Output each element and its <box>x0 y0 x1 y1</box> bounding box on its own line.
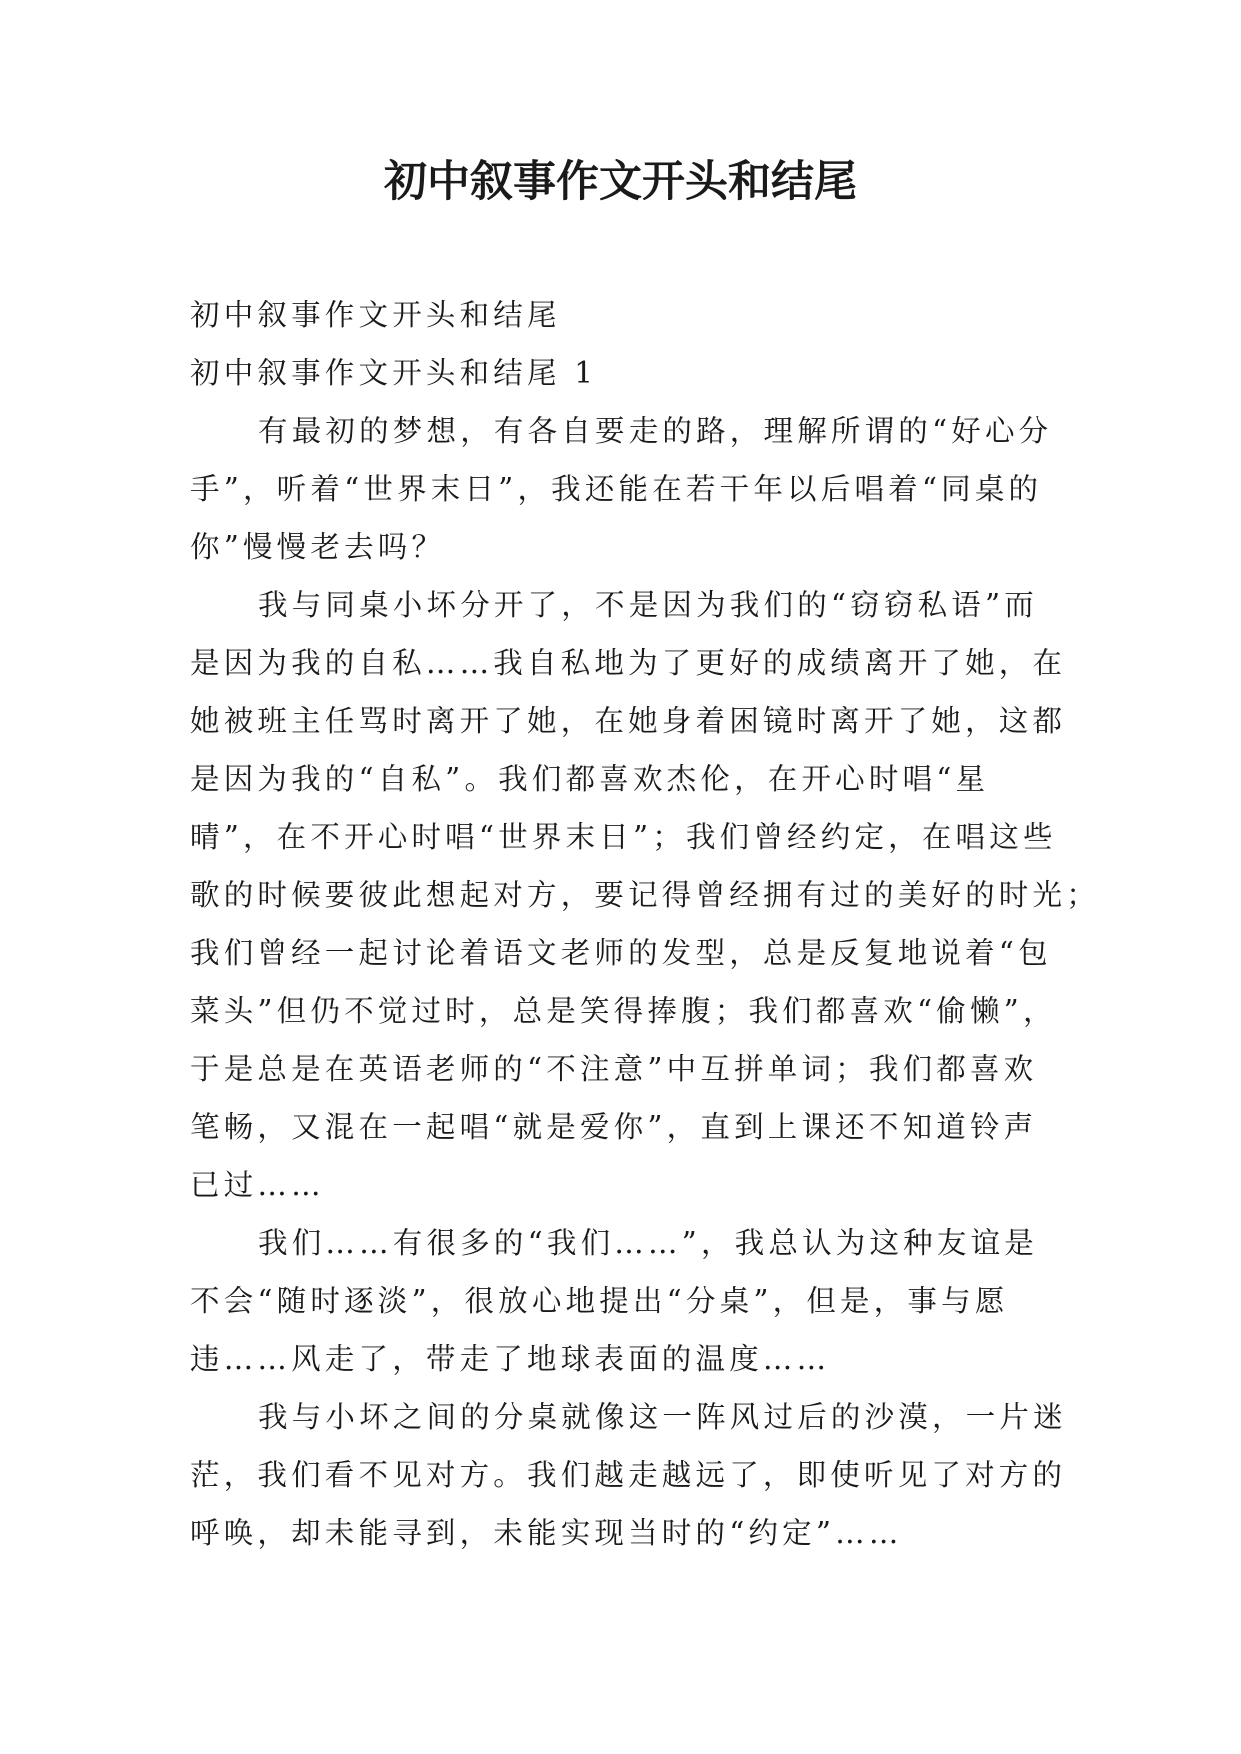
paragraph-line: 不会“随时逐淡”，很放心地提出“分桌”，但是，事与愿 <box>190 1284 1009 1318</box>
document-title: 初中叙事作文开头和结尾 <box>384 157 857 207</box>
paragraph-line: 茫，我们看不见对方。我们越走越远了，即使听见了对方的 <box>190 1458 1067 1492</box>
paragraph-line: 晴”，在不开心时唱“世界末日”；我们曾经约定，在唱这些 <box>190 820 1057 854</box>
paragraph-line: 我与小坏之间的分桌就像这一阵风过后的沙漠，一片迷 <box>258 1400 1067 1434</box>
paragraph <box>190 1214 1065 1388</box>
paragraph-line: 菜头”但仍不觉过时，总是笑得捧腹；我们都喜欢“偷懒”， <box>190 994 1057 1028</box>
subtitle: 初中叙事作文开头和结尾 <box>190 298 561 332</box>
paragraph-line: 有最初的梦想，有各自要走的路，理解所谓的“好心分 <box>258 414 1053 448</box>
paragraph-line: 于是总是在英语老师的“不注意”中互拼单词；我们都喜欢 <box>190 1052 1038 1086</box>
paragraph-line: 歌的时候要彼此想起对方，要记得曾经拥有过的美好的时光； <box>190 878 1100 912</box>
document-body <box>190 286 1100 1562</box>
paragraph <box>190 1388 1065 1562</box>
paragraph-line: 是因为我的自私……我自私地为了更好的成绩离开了她，在 <box>190 646 1067 680</box>
paragraph-line: 已过…… <box>190 1168 325 1202</box>
paragraph-line: 呼唤，却未能寻到，未能实现当时的“约定”…… <box>190 1516 903 1550</box>
paragraph-line: 是因为我的“自私”。我们都喜欢杰伦，在开心时唱“星 <box>190 762 990 796</box>
paragraph-line: 笔畅，又混在一起唱“就是爱你”，直到上课还不知道铃声 <box>190 1110 1038 1144</box>
paragraph-line: 你”慢慢老去吗？ <box>190 530 446 564</box>
paragraph-line: 我与同桌小坏分开了，不是因为我们的“窃窃私语”而 <box>258 588 1038 622</box>
paragraph-line: 我们曾经一起讨论着语文老师的发型，总是反复地说着“包 <box>190 936 1052 970</box>
paragraph-line: 手”，听着“世界末日”，我还能在若干年以后唱着“同桌的 <box>190 472 1043 506</box>
paragraph-line: 我们……有很多的“我们……”，我总认为这种友谊是 <box>258 1226 1038 1260</box>
section-heading: 初中叙事作文开头和结尾 1 <box>190 356 598 390</box>
paragraph-line: 她被班主任骂时离开了她，在她身着困镜时离开了她，这都 <box>190 704 1067 738</box>
paragraph <box>190 402 1065 576</box>
paragraph-line: 违……风走了，带走了地球表面的温度…… <box>190 1342 831 1376</box>
paragraph <box>190 576 1100 1214</box>
